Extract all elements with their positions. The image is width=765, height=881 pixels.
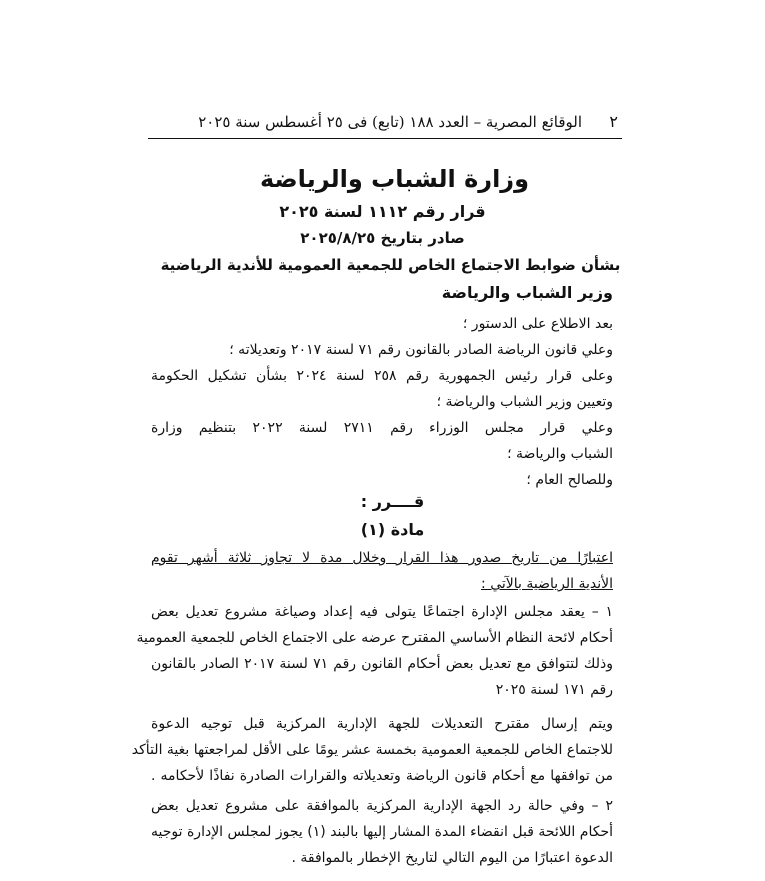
preamble-line: الشباب والرياضة ؛ [507, 446, 613, 462]
decided-heading: قــــرر : [360, 492, 425, 511]
page-header [148, 108, 622, 139]
body-line: أحكام لائحة النظام الأساسي المقترح عرضه على الاجتماع الخاص للجمعية العمومية [136, 630, 613, 646]
preamble-line: وعلي قرار مجلس الوزراء رقم ٢٧١١ لسنة ٢٠٢٢ بتنظيم وزارة [151, 420, 613, 436]
body-line: ويتم إرسال مقترح التعديلات للجهة الإدارية المركزية قبل توجيه الدعوة [151, 716, 613, 732]
body-line: الدعوة اعتبارًا من اليوم التالي لتاريخ الإخطار بالموافقة . [291, 850, 613, 866]
preamble-line: وعلي قانون الرياضة الصادر بالقانون رقم ٧١ لسنة ٢٠١٧ وتعديلاته ؛ [229, 342, 613, 358]
body-line: أحكام اللائحة قبل انقضاء المدة المشار إليها بالبند (١) يجوز لمجلس الإدارة توجيه [151, 824, 613, 840]
body-line: وذلك لتتوافق مع تعديل بعض أحكام القانون رقم ٧١ لسنة ٢٠١٧ الصادر بالقانون [151, 656, 613, 672]
body-line: للاجتماع الخاص للجمعية العمومية بخمسة عشر يومًا على الأقل لمراجعتها بغية التأكد [131, 742, 613, 758]
decision-title: قرار رقم ١١١٢ لسنة ٢٠٢٥ [279, 202, 486, 221]
body-line: اعتبارًا من تاريخ صدور هذا القرار وخلال مدة لا تجاوز ثلاثة أشهر تقوم [151, 550, 613, 566]
decision-subject: بشأن ضوابط الاجتماع الخاص للجمعية العمومية للأندية الرياضية [160, 256, 621, 274]
body-line: الأندية الرياضية بالآتي : [481, 576, 613, 592]
body-line: ٢ – وفي حالة رد الجهة الإدارية المركزية بالموافقة على مشروع تعديل بعض [151, 798, 613, 814]
gazette-header-text: الوقائع المصرية – العدد ١٨٨ (تابع) فى ٢٥ أغسطس سنة ٢٠٢٥ [198, 113, 582, 131]
preamble-line: بعد الاطلاع على الدستور ؛ [462, 316, 613, 332]
body-line: رقم ١٧١ لسنة ٢٠٢٥ [495, 682, 613, 698]
decision-date: صادر بتاريخ ٢٠٢٥/٨/٢٥ [300, 229, 465, 247]
page-number: ٢ [609, 112, 618, 131]
body-line: من توافقها مع أحكام قانون الرياضة وتعديلاته والقرارات الصادرة نفاذًا لأحكامه . [151, 768, 613, 784]
preamble-line: وللصالح العام ؛ [526, 472, 613, 488]
preamble-line: وتعيين وزير الشباب والرياضة ؛ [436, 394, 613, 410]
ministry-title: وزارة الشباب والرياضة [259, 165, 530, 193]
minister-heading: وزير الشباب والرياضة [441, 283, 613, 302]
article-title: مادة (١) [360, 520, 425, 539]
preamble-line: وعلى قرار رئيس الجمهورية رقم ٢٥٨ لسنة ٢٠٢٤ بشأن تشكيل الحكومة [151, 368, 614, 384]
body-line: ١ – يعقد مجلس الإدارة اجتماعًا يتولى فيه إعداد وصياغة مشروع تعديل بعض [151, 604, 613, 620]
